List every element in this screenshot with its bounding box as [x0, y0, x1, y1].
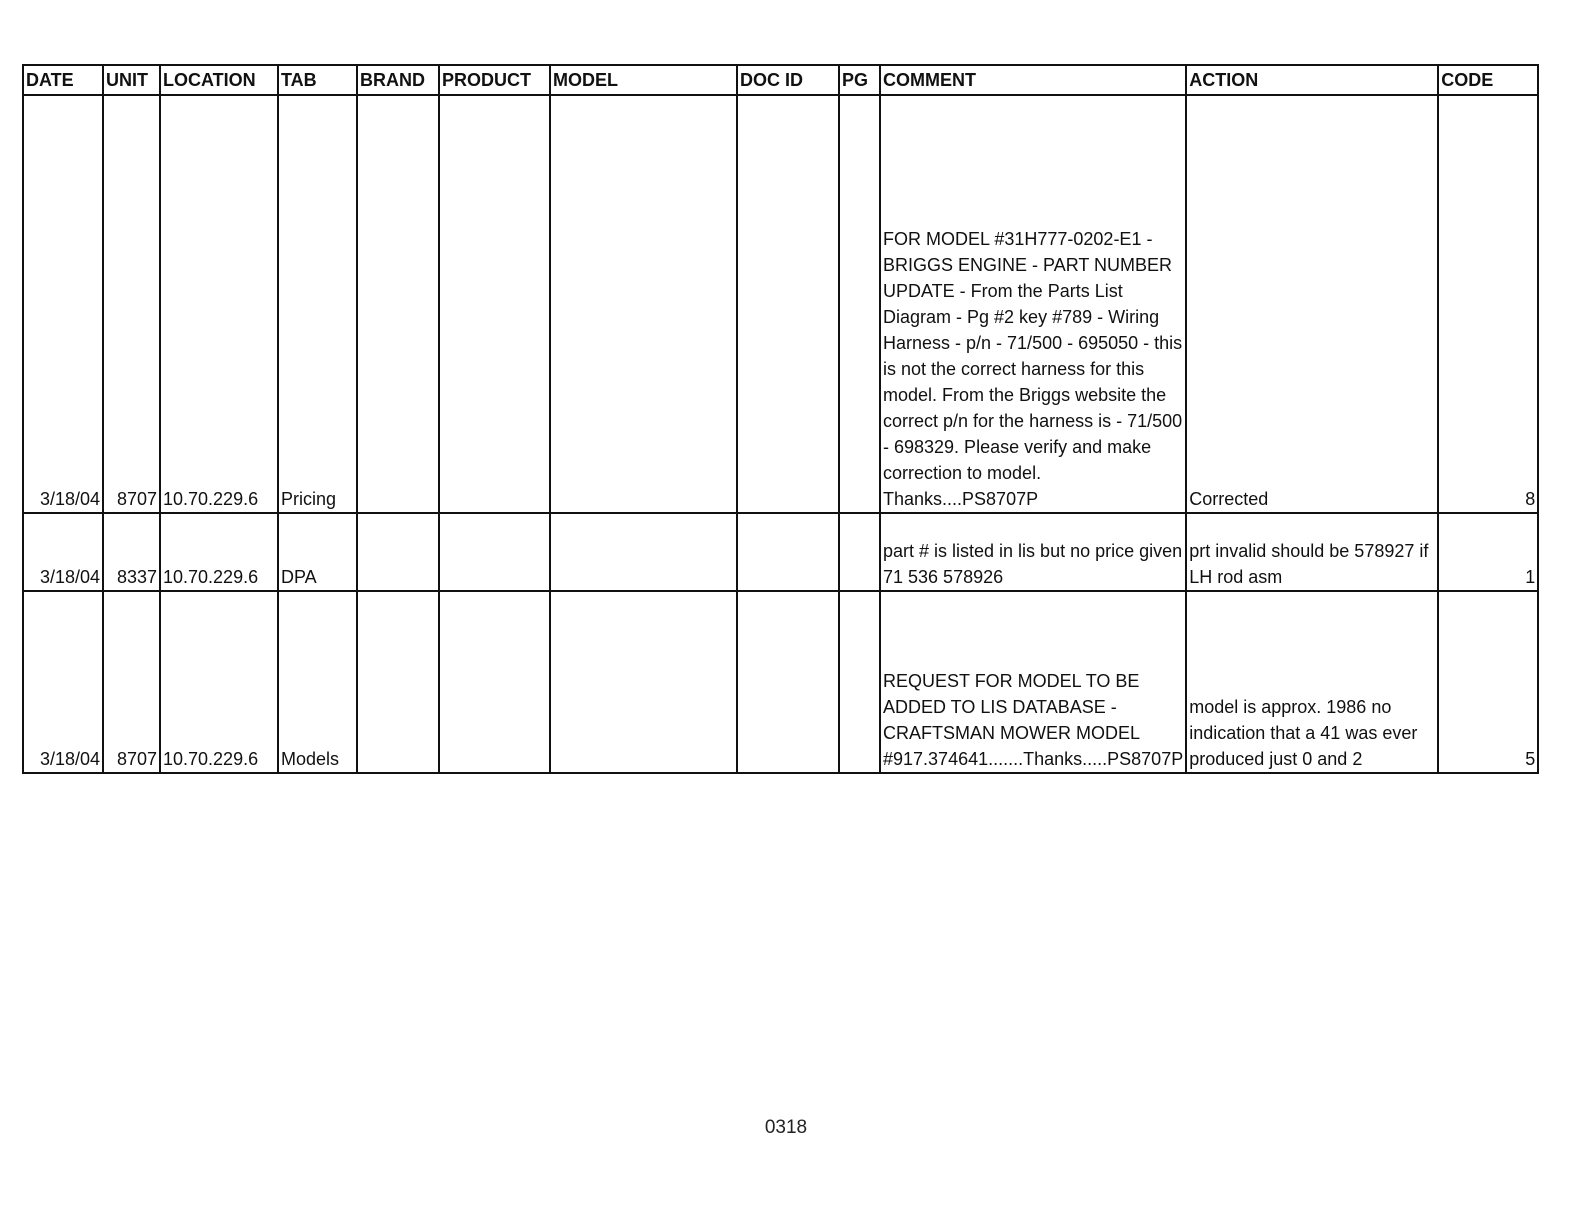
- cell-comment: REQUEST FOR MODEL TO BE ADDED TO LIS DATABASE - CRAFTSMAN MOWER MODEL #917.374641.......Thanks.....PS8707P: [880, 591, 1186, 773]
- cell-pg: [839, 95, 880, 513]
- cell-location: 10.70.229.6: [160, 591, 278, 773]
- cell-unit: 8707: [103, 95, 160, 513]
- cell-model: [550, 513, 737, 591]
- cell-date: 3/18/04: [23, 95, 103, 513]
- cell-code: 1: [1438, 513, 1538, 591]
- header-product: PRODUCT: [439, 65, 550, 95]
- comment-log-table: [22, 64, 1539, 774]
- header-location: LOCATION: [160, 65, 278, 95]
- cell-comment: part # is listed in lis but no price given 71 536 578926: [880, 513, 1186, 591]
- cell-product: [439, 95, 550, 513]
- cell-pg: [839, 513, 880, 591]
- cell-doc-id: [737, 95, 839, 513]
- cell-date: 3/18/04: [23, 513, 103, 591]
- header-tab: TAB: [278, 65, 357, 95]
- cell-action: prt invalid should be 578927 if LH rod asm: [1186, 513, 1438, 591]
- header-action: ACTION: [1186, 65, 1438, 95]
- cell-doc-id: [737, 591, 839, 773]
- cell-comment: FOR MODEL #31H777-0202-E1 - BRIGGS ENGINE - PART NUMBER UPDATE - From the Parts List Diagram - Pg #2 key #789 - Wiring Harness - p/n - 71/500 - 695050 - this is not the correct harness for this model. From the Briggs website the correct p/n for the harness is - 71/500 - 698329. Please verify and make correction to model. Thanks....PS8707P: [880, 95, 1186, 513]
- cell-tab: Pricing: [278, 95, 357, 513]
- cell-model: [550, 591, 737, 773]
- cell-unit: 8707: [103, 591, 160, 773]
- header-pg: PG: [839, 65, 880, 95]
- cell-code: 5: [1438, 591, 1538, 773]
- cell-location: 10.70.229.6: [160, 95, 278, 513]
- cell-tab: Models: [278, 591, 357, 773]
- table-row: [23, 591, 1538, 773]
- cell-action: model is approx. 1986 no indication that a 41 was ever produced just 0 and 2: [1186, 591, 1438, 773]
- table-row: [23, 513, 1538, 591]
- page-number: 0318: [764, 1117, 808, 1138]
- cell-date: 3/18/04: [23, 591, 103, 773]
- cell-product: [439, 591, 550, 773]
- cell-brand: [357, 513, 439, 591]
- header-unit: UNIT: [103, 65, 160, 95]
- header-date: DATE: [23, 65, 103, 95]
- header-comment: COMMENT: [880, 65, 1186, 95]
- cell-product: [439, 513, 550, 591]
- cell-location: 10.70.229.6: [160, 513, 278, 591]
- table-row: [23, 95, 1538, 513]
- cell-pg: [839, 591, 880, 773]
- cell-doc-id: [737, 513, 839, 591]
- cell-action: Corrected: [1186, 95, 1438, 513]
- header-row: [23, 65, 1538, 95]
- cell-brand: [357, 591, 439, 773]
- header-brand: BRAND: [357, 65, 439, 95]
- cell-code: 8: [1438, 95, 1538, 513]
- header-doc-id: DOC ID: [737, 65, 839, 95]
- cell-tab: DPA: [278, 513, 357, 591]
- cell-brand: [357, 95, 439, 513]
- header-model: MODEL: [550, 65, 737, 95]
- header-code: CODE: [1438, 65, 1538, 95]
- cell-unit: 8337: [103, 513, 160, 591]
- cell-model: [550, 95, 737, 513]
